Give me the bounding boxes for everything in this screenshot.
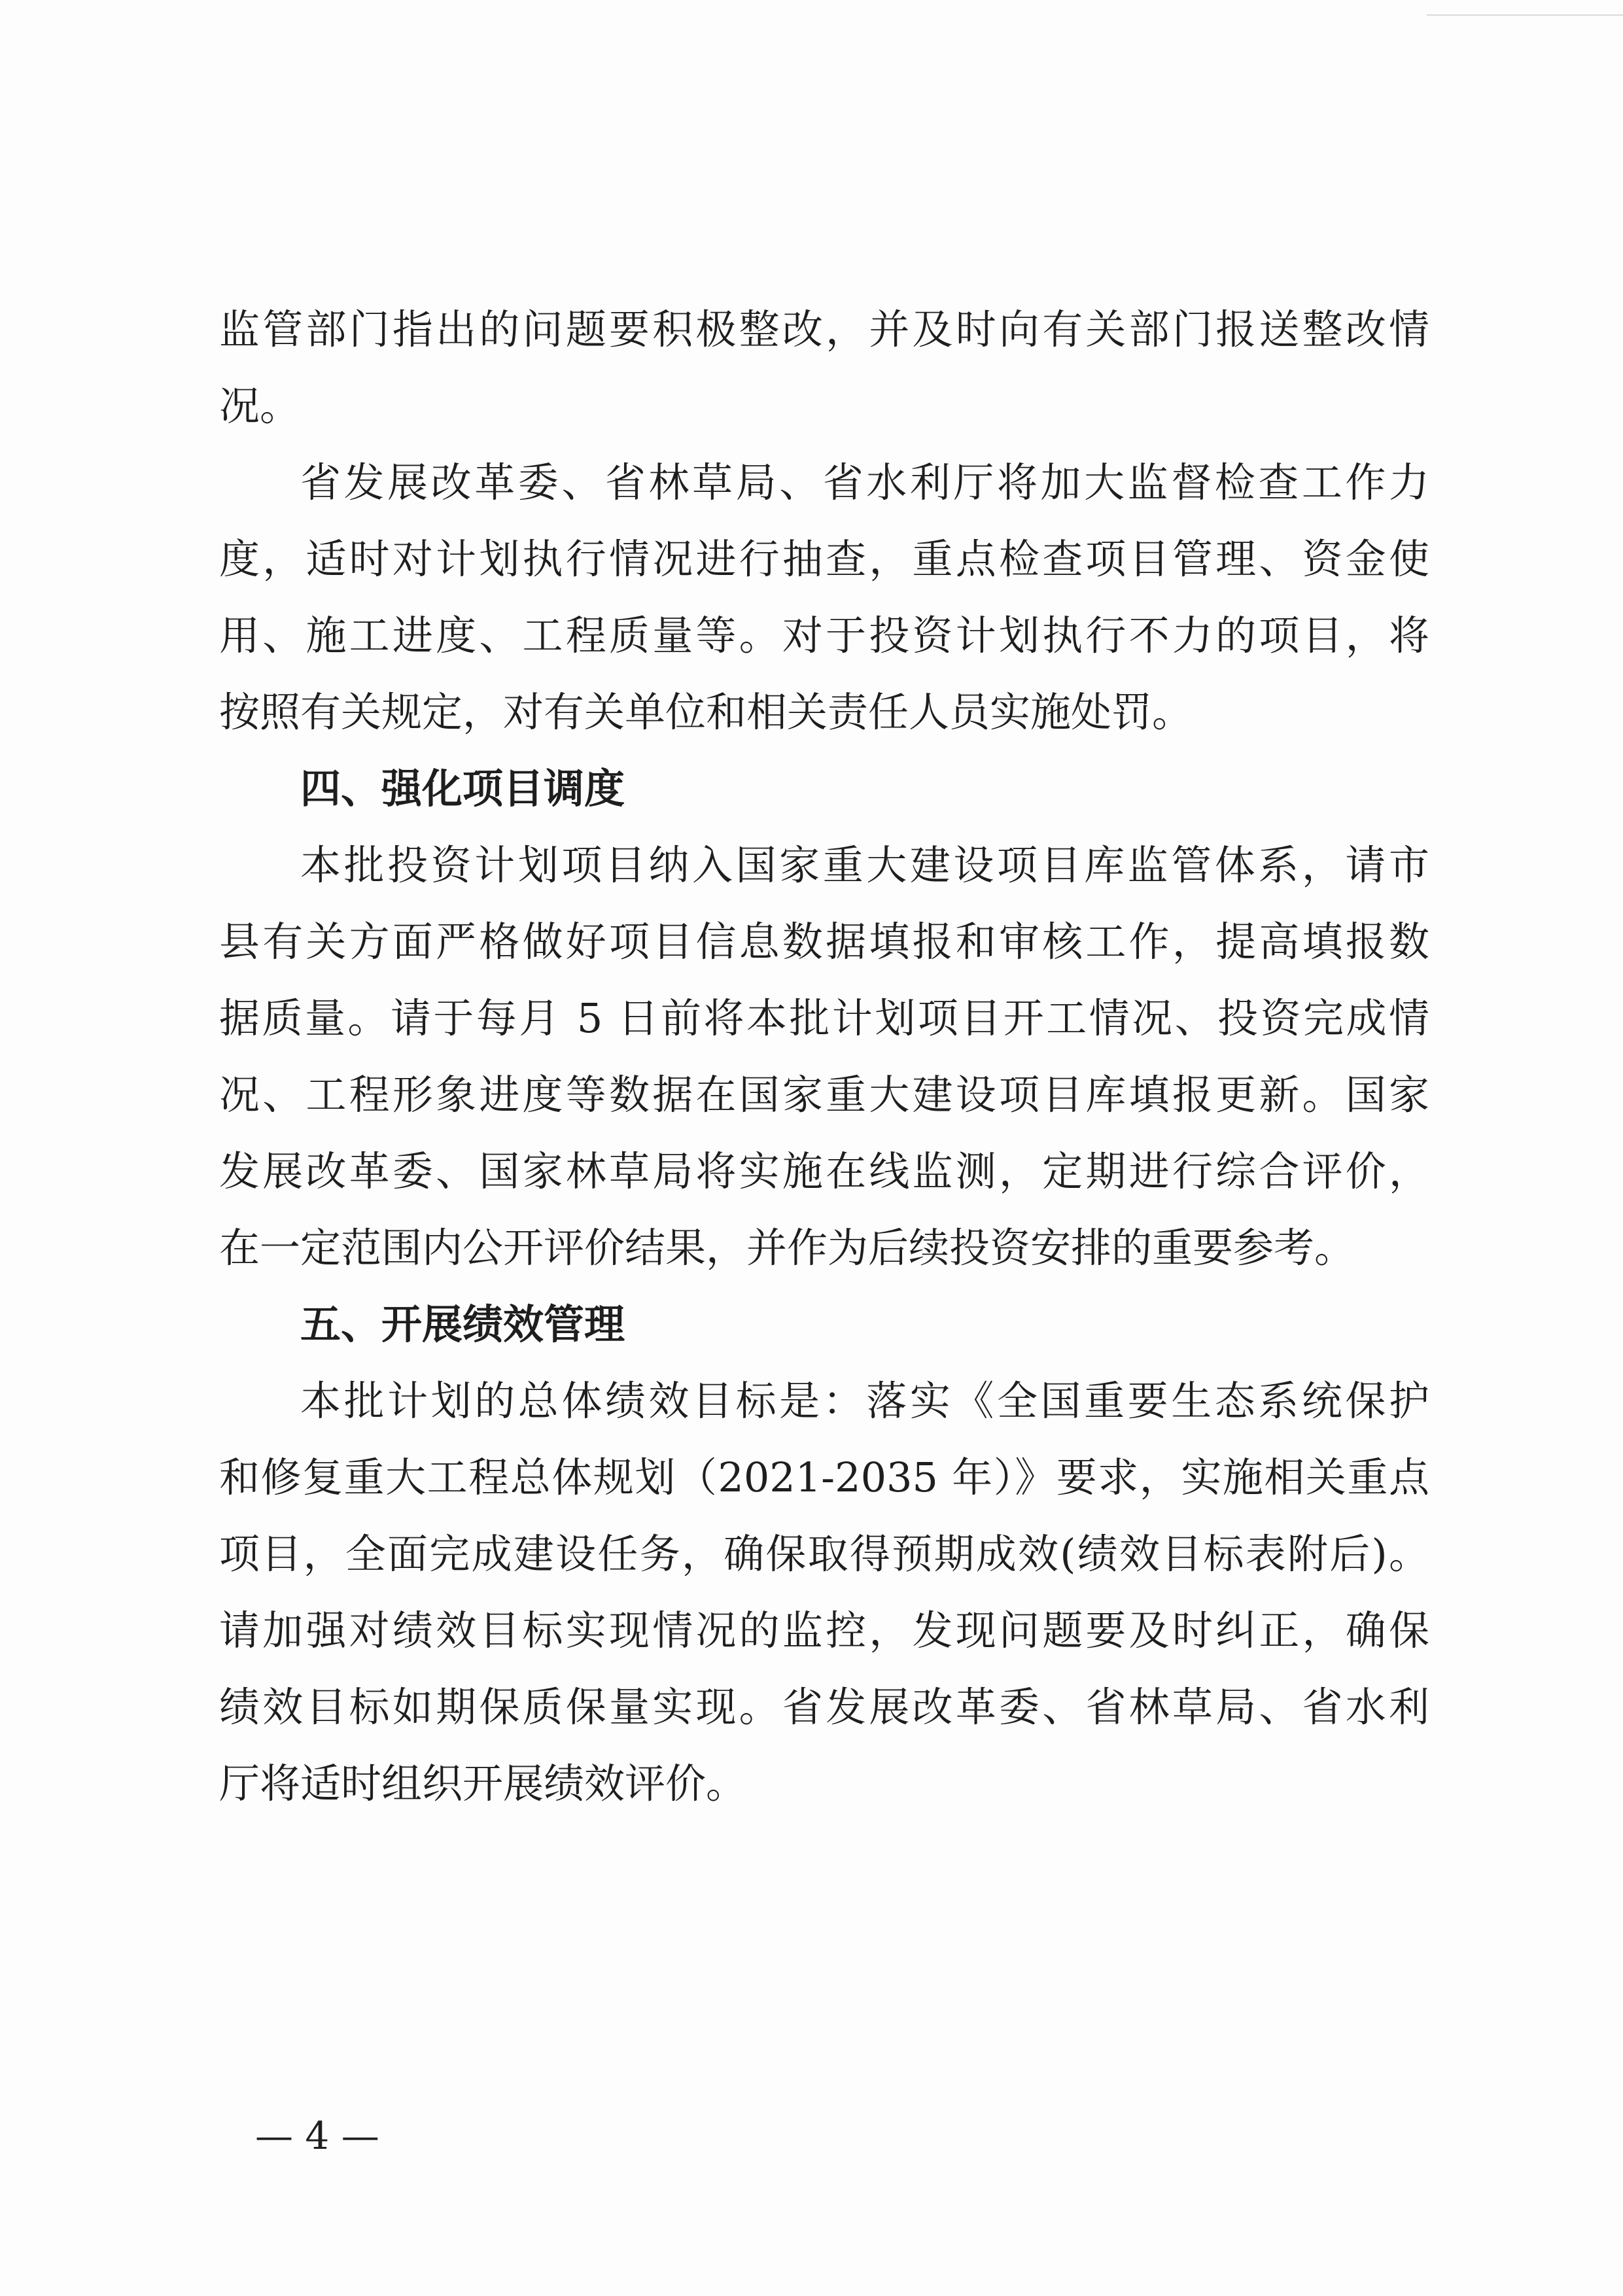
text-line: 监管部门指出的问题要积极整改，并及时向有关部门报送整改情 [219, 305, 1429, 353]
paragraph-performance-management [219, 1363, 1429, 1822]
text-line: 绩效目标如期保质保量实现。省发展改革委、省林草局、省水利 [219, 1683, 1429, 1731]
text-line: 在一定范围内公开评价结果，并作为后续投资安排的重要参考。 [219, 1224, 1355, 1272]
text-line: 请加强对绩效目标实现情况的监控，发现问题要及时纠正，确保 [219, 1607, 1429, 1654]
page-number: — 4 — [255, 2113, 379, 2158]
paragraph-project-scheduling [219, 827, 1429, 1286]
text-line: 用、施工进度、工程质量等。对于投资计划执行不力的项目，将 [219, 612, 1429, 659]
text-line: 据质量。请于每月 5 日前将本批计划项目开工情况、投资完成情 [219, 994, 1429, 1042]
text-line: 况。 [219, 382, 301, 430]
text-line: 本批计划的总体绩效目标是：落实《全国重要生态系统保护 [300, 1377, 1429, 1425]
text-line: 度，适时对计划执行情况进行抽查，重点检查项目管理、资金使 [219, 535, 1429, 583]
document-body [219, 291, 1429, 1822]
section-heading-4: 四、强化项目调度 [300, 765, 625, 812]
text-line: 项目，全面完成建设任务，确保取得预期成效(绩效目标表附后)。 [219, 1530, 1429, 1578]
paragraph-rectification [219, 291, 1429, 444]
text-line: 厅将适时组织开展绩效评价。 [219, 1760, 747, 1807]
text-line: 发展改革委、国家林草局将实施在线监测，定期进行综合评价， [219, 1147, 1429, 1195]
text-line: 和修复重大工程总体规划（2021-2035 年）》要求，实施相关重点 [219, 1453, 1429, 1501]
scan-edge-line [1427, 14, 1623, 16]
text-line: 况、工程形象进度等数据在国家重大建设项目库填报更新。国家 [219, 1071, 1429, 1119]
text-line: 本批投资计划项目纳入国家重大建设项目库监管体系，请市 [300, 841, 1429, 889]
paragraph-supervision [219, 444, 1429, 750]
section-heading-5: 五、开展绩效管理 [300, 1300, 625, 1348]
text-line: 县有关方面严格做好项目信息数据填报和审核工作，提高填报数 [219, 918, 1429, 965]
text-line: 省发展改革委、省林草局、省水利厅将加大监督检查工作力 [300, 459, 1429, 506]
text-line: 按照有关规定，对有关单位和相关责任人员实施处罚。 [219, 688, 1193, 736]
